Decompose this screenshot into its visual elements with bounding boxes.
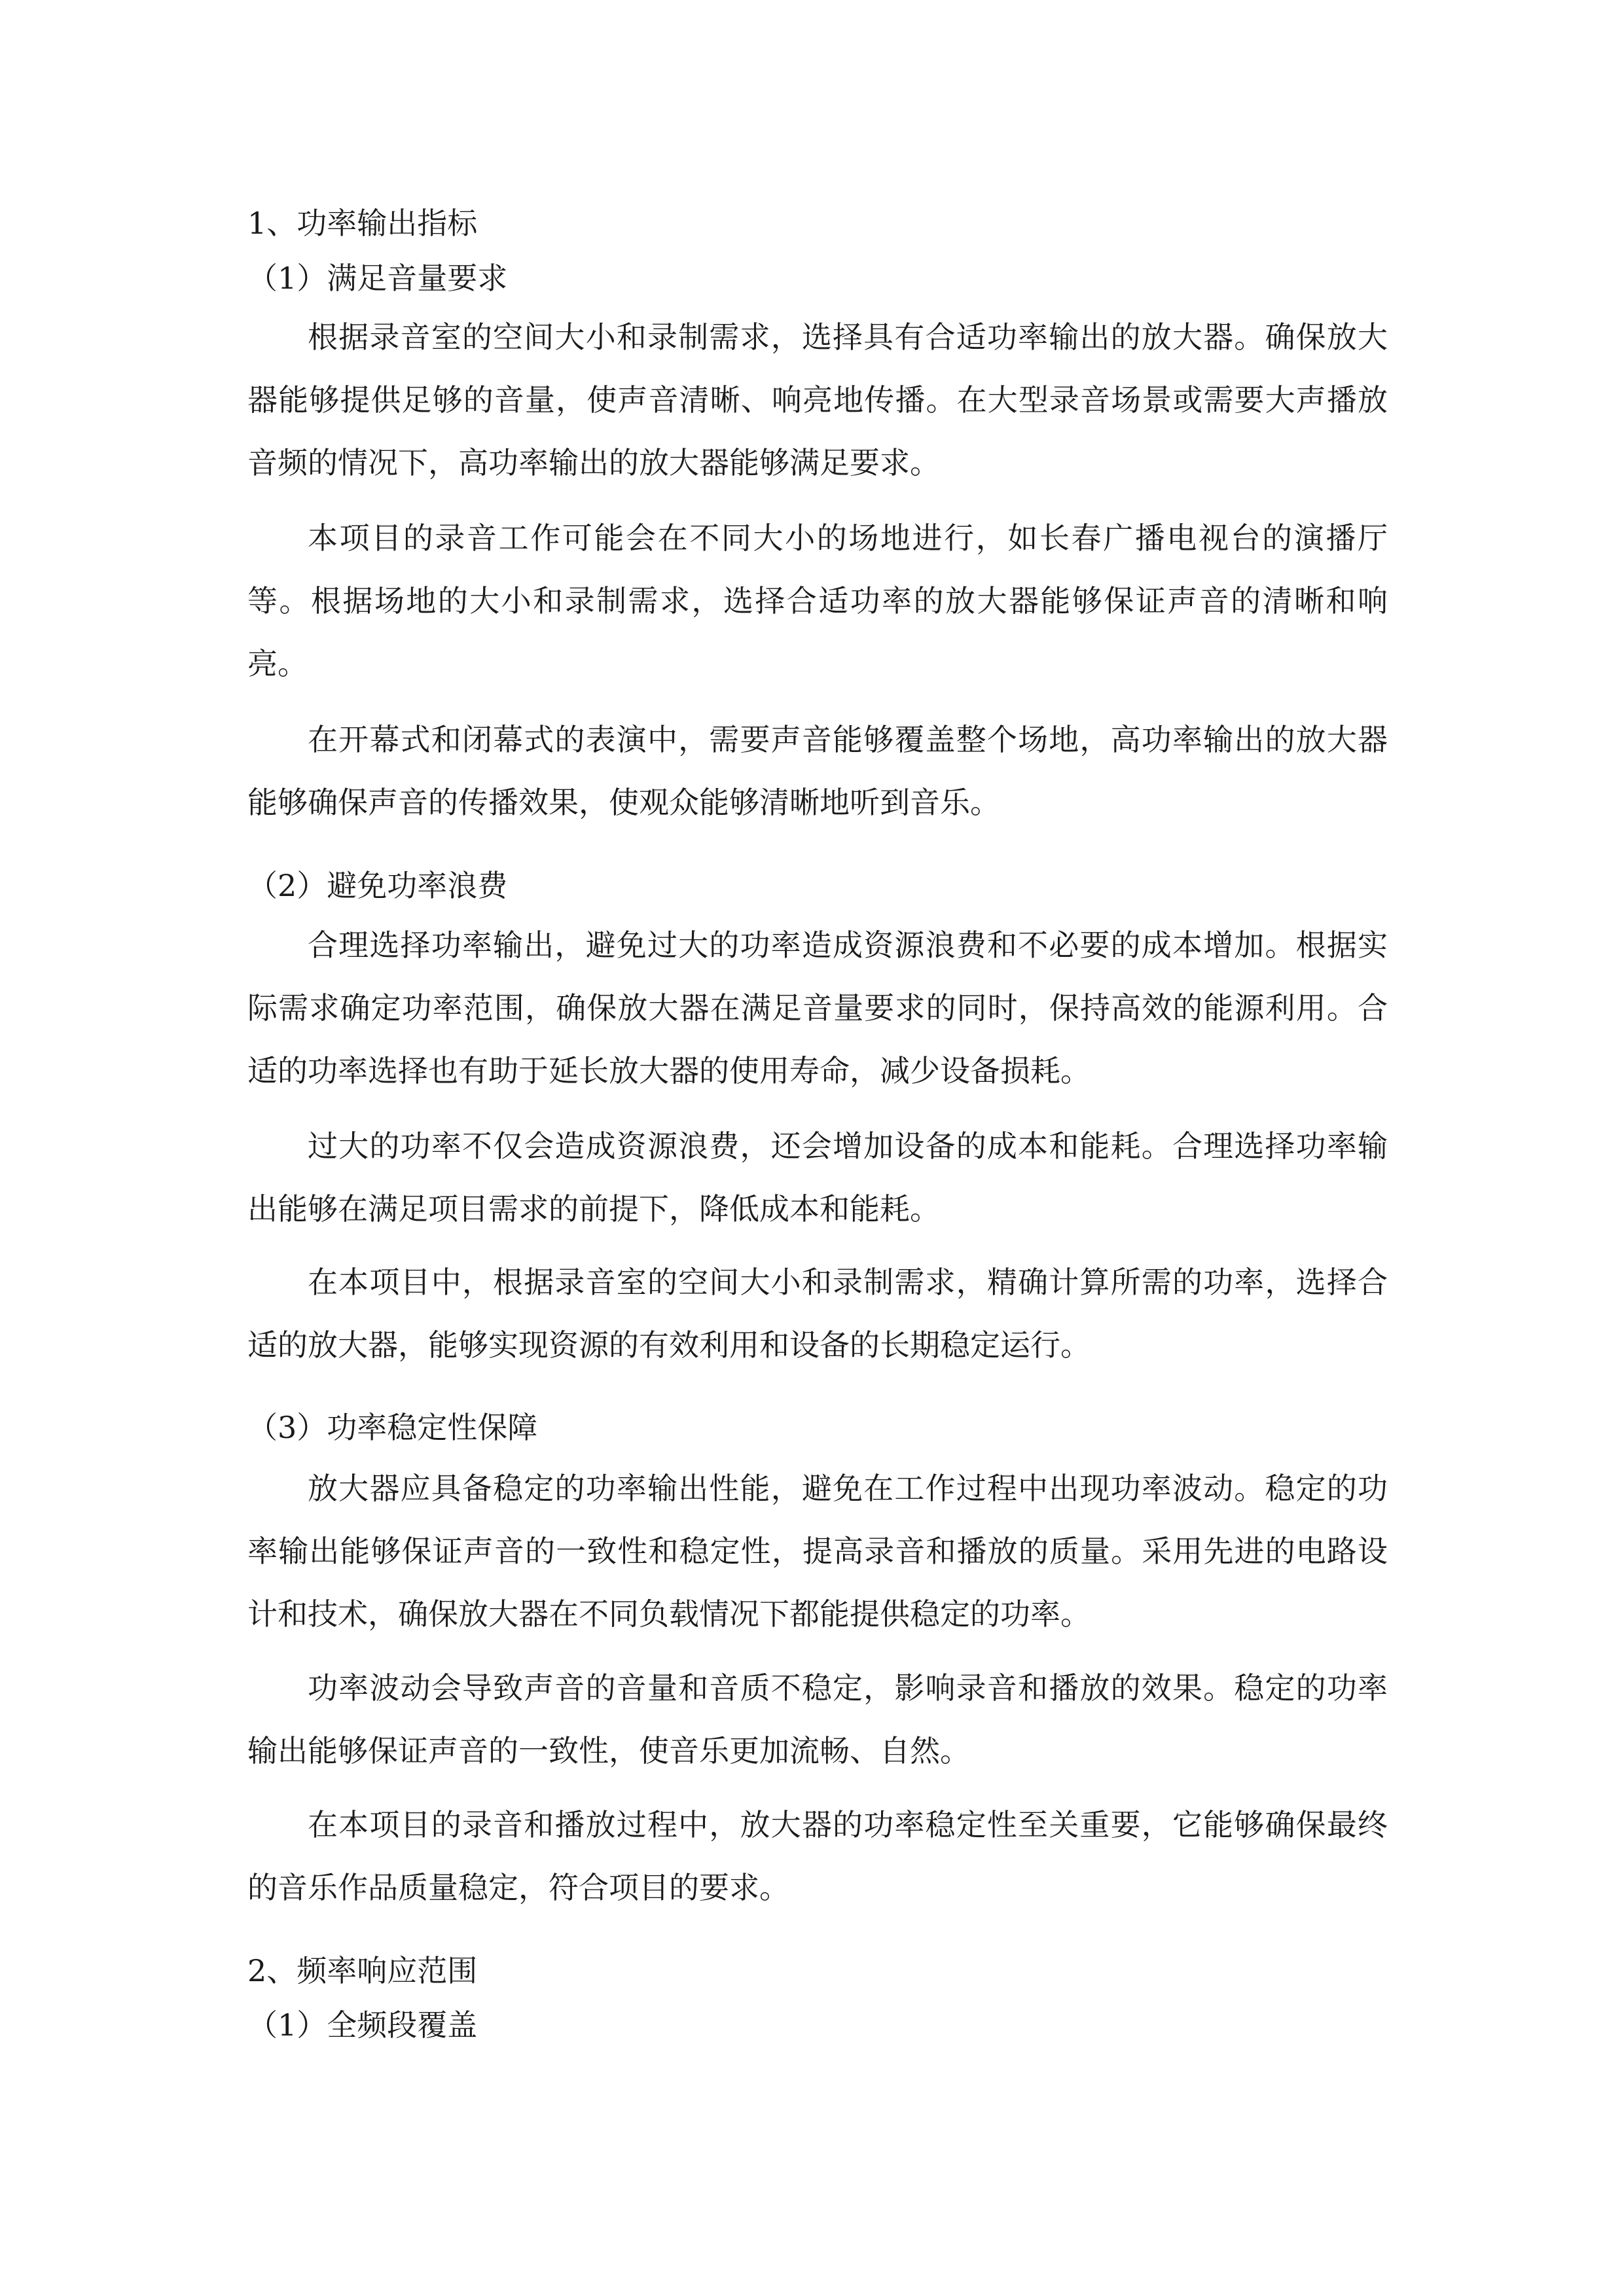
subsection-heading: （1）满足音量要求 xyxy=(247,260,508,296)
section-heading: 1、功率输出指标 xyxy=(247,206,478,241)
section-heading: 2、频率响应范围 xyxy=(247,1953,478,1988)
paragraph: 在本项目中，根据录音室的空间大小和录制需求，精确计算所需的功率，选择合适的放大器，能够实现资源的有效利用和设备的长期稳定运行。 xyxy=(247,1265,1388,1363)
paragraph: 过大的功率不仅会造成资源浪费，还会增加设备的成本和能耗。合理选择功率输出能够在满足项目需求的前提下，降低成本和能耗。 xyxy=(247,1128,1388,1227)
paragraph: 功率波动会导致声音的音量和音质不稳定，影响录音和播放的效果。稳定的功率输出能够保证声音的一致性，使音乐更加流畅、自然。 xyxy=(247,1670,1388,1768)
paragraph: 在开幕式和闭幕式的表演中，需要声音能够覆盖整个场地，高功率输出的放大器能够确保声音的传播效果，使观众能够清晰地听到音乐。 xyxy=(247,722,1388,820)
paragraph: 在本项目的录音和播放过程中，放大器的功率稳定性至关重要，它能够确保最终的音乐作品质量稳定，符合项目的要求。 xyxy=(247,1807,1388,1905)
subsection-heading: （1）全频段覆盖 xyxy=(247,2007,478,2043)
paragraph: 放大器应具备稳定的功率输出性能，避免在工作过程中出现功率波动。稳定的功率输出能够保证声音的一致性和稳定性，提高录音和播放的质量。采用先进的电路设计和技术，确保放大器在不同负载情况下都能提供稳定的功率。 xyxy=(247,1471,1388,1632)
paragraph: 本项目的录音工作可能会在不同大小的场地进行，如长春广播电视台的演播厅等。根据场地的大小和录制需求，选择合适功率的放大器能够保证声音的清晰和响亮。 xyxy=(247,520,1388,681)
paragraph: 根据录音室的空间大小和录制需求，选择具有合适功率输出的放大器。确保放大器能够提供足够的音量，使声音清晰、响亮地传播。在大型录音场景或需要大声播放音频的情况下，高功率输出的放大器能够满足要求。 xyxy=(247,319,1388,480)
subsection-heading: （3）功率稳定性保障 xyxy=(247,1410,538,1445)
subsection-heading: （2）避免功率浪费 xyxy=(247,868,508,903)
paragraph: 合理选择功率输出，避免过大的功率造成资源浪费和不必要的成本增加。根据实际需求确定功率范围，确保放大器在满足音量要求的同时，保持高效的能源利用。合适的功率选择也有助于延长放大器的使用寿命，减少设备损耗。 xyxy=(247,927,1388,1088)
